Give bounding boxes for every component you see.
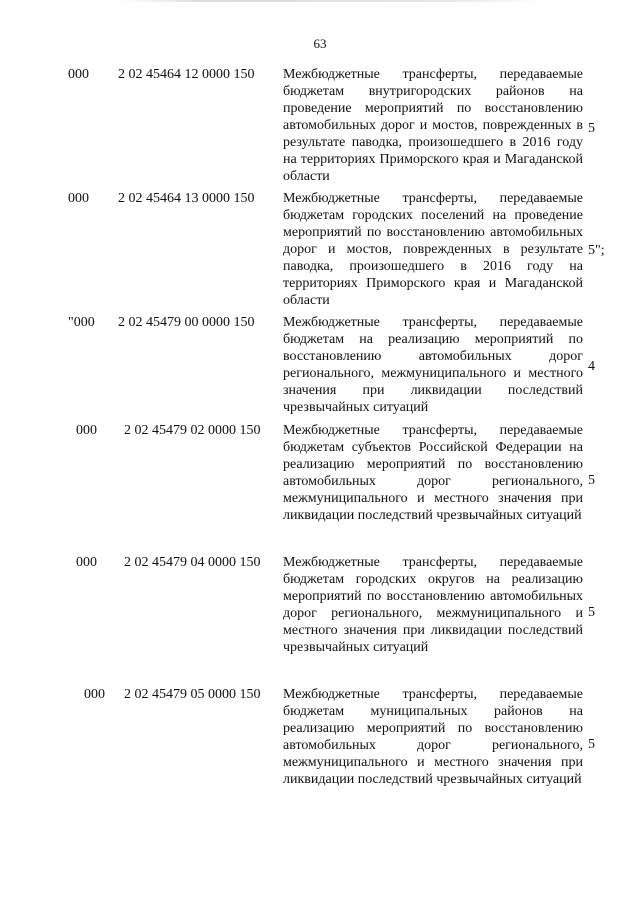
- scan-fold-line: [120, 0, 540, 2]
- admin-code: 000: [84, 687, 105, 702]
- budget-code: 2 02 45479 02 0000 150: [124, 423, 261, 438]
- budget-code: 2 02 45464 13 0000 150: [118, 191, 255, 206]
- admin-code: 000: [68, 67, 89, 82]
- page-number: 63: [313, 36, 327, 51]
- revenue-name: Межбюджетные трансферты, передаваемые бюджетам на реализацию мероприятий по восстановлению автомобильных дорог регионального, межмуниципального и местного значения при ликвидации последствий чрезвычайных ситуаций: [283, 315, 583, 415]
- admin-code: 000: [68, 191, 89, 206]
- budget-code: 2 02 45464 12 0000 150: [118, 67, 255, 82]
- article-number: 5: [588, 121, 595, 136]
- article-number: 5: [588, 605, 595, 620]
- revenue-name: Межбюджетные трансферты, передаваемые бюджетам субъектов Российской Федерации на реализацию мероприятий по восстановлению автомобильных дорог регионального, межмуниципального и местного значения при ликвидации последствий чрезвычайных ситуаций: [283, 423, 583, 523]
- budget-code: 2 02 45479 00 0000 150: [118, 315, 255, 330]
- article-number: 5";: [588, 243, 605, 258]
- admin-code: 000: [76, 555, 97, 570]
- article-number: 5: [588, 473, 595, 488]
- revenue-name: Межбюджетные трансферты, передаваемые бюджетам внутригородских районов на проведение мероприятий по восстановлению автомобильных дорог и мостов, поврежденных в результате паводка, произошедшего в 2016 году на территориях Приморского края и Магаданской области: [283, 67, 583, 184]
- admin-code: "000: [68, 315, 95, 330]
- admin-code: 000: [76, 423, 97, 438]
- revenue-name: Межбюджетные трансферты, передаваемые бюджетам городских поселений на проведение мероприятий по восстановлению автомобильных дорог и мостов, поврежденных в результате паводка, произошедшего в 2016 году на территориях Приморского края и Магаданской области: [283, 191, 583, 308]
- revenue-name: Межбюджетные трансферты, передаваемые бюджетам муниципальных районов на реализацию мероприятий по восстановлению автомобильных дорог регионального, межмуниципального и местного значения при ликвидации последствий чрезвычайных ситуаций: [283, 687, 583, 787]
- article-number: 4: [588, 359, 595, 374]
- revenue-name: Межбюджетные трансферты, передаваемые бюджетам городских округов на реализацию мероприятий по восстановлению автомобильных дорог регионального, межмуниципального и местного значения при ликвидации последствий чрезвычайных ситуаций: [283, 555, 583, 655]
- budget-code: 2 02 45479 04 0000 150: [124, 555, 261, 570]
- article-number: 5: [588, 737, 595, 752]
- budget-code: 2 02 45479 05 0000 150: [124, 687, 261, 702]
